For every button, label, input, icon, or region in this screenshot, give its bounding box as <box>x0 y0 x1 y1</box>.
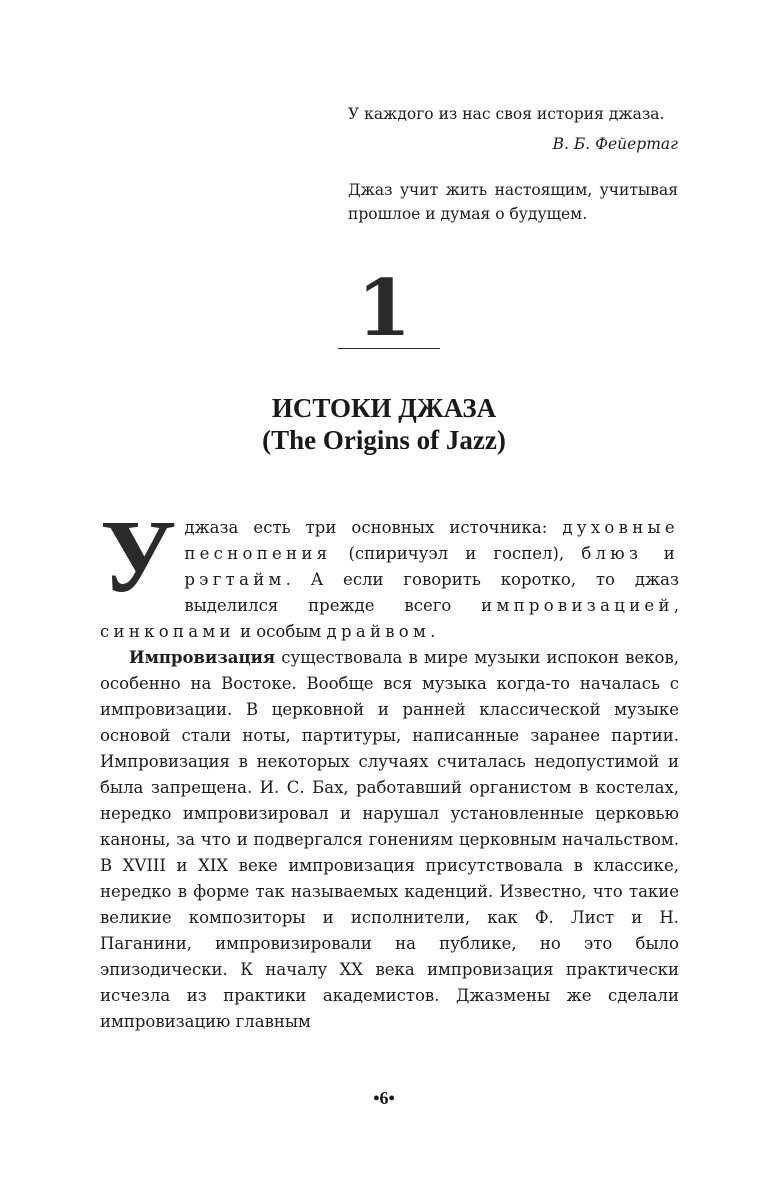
p1-text-6: . <box>430 622 436 641</box>
p1-spaced-1: духовные песнопения <box>184 518 679 563</box>
epigraph-1-text: У каждого из нас своя история джаза. <box>348 105 665 123</box>
p1-text-5: и особым <box>234 622 327 641</box>
p1-text-4: , <box>673 596 679 615</box>
p1-spaced-4: синкопами <box>100 622 235 641</box>
paragraph-1 <box>100 499 679 645</box>
page-number: •6• <box>373 1088 395 1108</box>
chapter-number: 1 <box>356 263 412 354</box>
p2-bold-term: Импровизация <box>129 648 276 667</box>
epigraph-2-text: Джаз учит жить настоящим, учитывая прошлое и думая о будущем. <box>348 181 678 223</box>
epigraphs <box>348 102 678 226</box>
p1-spaced-5: драйвом <box>326 622 431 641</box>
p1-spaced-2: блюз и рэгтайм <box>184 544 679 589</box>
p1-text-1: джаза есть три основных источника: <box>184 518 563 537</box>
p1-text-2: (спиричуэл и госпел), <box>331 544 582 563</box>
chapter-heading <box>0 392 768 456</box>
body-text <box>100 499 679 1035</box>
p1-spaced-3: импровизацией <box>481 596 674 615</box>
paragraph-2 <box>100 645 679 1035</box>
p2-text: существовала в мире музыки испокон веков, особенно на Востоке. Вообще вся музыка когда-то началась с импровизации. В церковной и ранней классической музыке основой стали ноты, партитуры, написанные заранее партии. Импровизация в некоторых случаях считалась недопустимой и была запрещена. И. С. Бах, работавший органистом в костелах, нередко импровизировал и нарушал установленные церковью каноны, за что и подвергался гонениям церковным начальством. В XVIII и XIX веке импровизация присутствовала в классике, нередко в форме так называемых каденций. Известно, что такие великие композиторы и исполнители, как Ф. Лист и Н. Паганини, импровизировали на публике, но это было эпизодически. К началу XX века импровизация практически исчезла из практики академистов. Джазмены же сделали импровизацию главным <box>100 648 679 1031</box>
chapter-subtitle: (The Origins of Jazz) <box>262 425 506 455</box>
drop-cap: У <box>100 499 177 614</box>
chapter-title: ИСТОКИ ДЖАЗА <box>271 393 497 423</box>
chapter-divider <box>338 348 440 349</box>
epigraph-1-author: В. Б. Фейертаг <box>552 135 678 153</box>
p1-text-3: . А если говорить коротко, то джаз выделился прежде всего <box>184 570 679 615</box>
